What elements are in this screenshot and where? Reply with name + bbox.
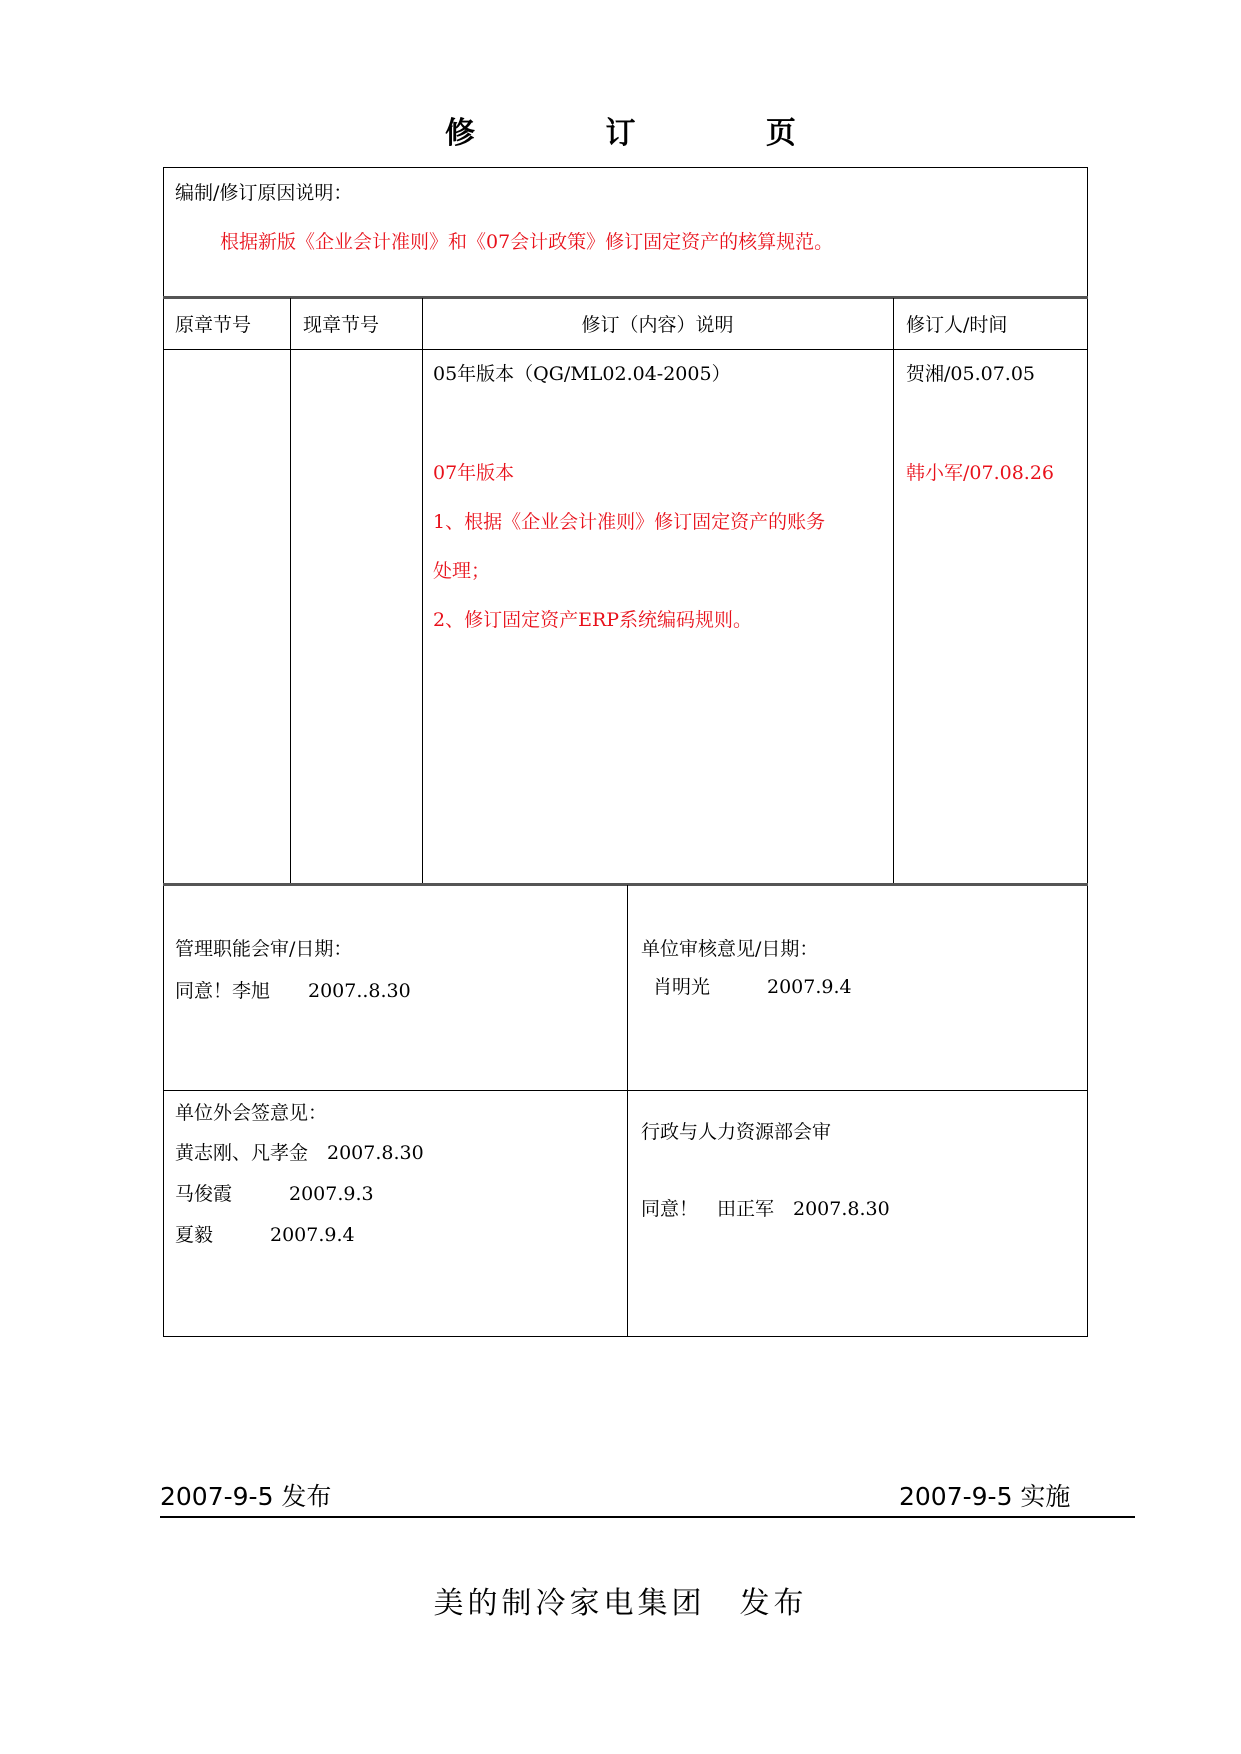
table-left-border [163, 167, 164, 1337]
external-signoff-line-1: 黄志刚、凡孝金 2007.8.30 [175, 1142, 424, 1164]
reason-label: 编制/修订原因说明： [175, 182, 353, 204]
reviser-2: 韩小军/07.08.26 [906, 462, 1055, 484]
unit-review-label: 单位审核意见/日期： [641, 938, 819, 960]
header-separator [163, 349, 1088, 350]
col-divider-2 [422, 298, 423, 883]
content-line-2007: 07年版本 [433, 462, 515, 484]
approvals-divider [627, 885, 628, 1336]
content-item-1: 1、根据《企业会计准则》修订固定资产的账务 [433, 511, 826, 533]
reason-separator [163, 296, 1088, 299]
publisher: 美的制冷家电集团 发布 [433, 1586, 808, 1621]
footer-rule [160, 1516, 1135, 1518]
table-right-border [1087, 167, 1088, 1337]
mgmt-review-line: 同意！李旭 2007..8.30 [175, 980, 411, 1002]
mgmt-review-label: 管理职能会审/日期： [175, 938, 353, 960]
external-signoff-line-2: 马俊霞 2007.9.3 [175, 1183, 374, 1205]
content-line-2005: 05年版本（QG/ML02.04-2005） [433, 363, 731, 385]
publish-date: 2007-9-5 发布 [160, 1482, 332, 1511]
col-divider-1 [290, 298, 291, 883]
content-separator [163, 883, 1088, 886]
table-top-border [163, 167, 1088, 168]
header-current-section: 现章节号 [303, 314, 380, 336]
header-reviser-time: 修订人/时间 [906, 314, 1008, 336]
approvals-separator [163, 1090, 1088, 1091]
header-revision-content: 修订（内容）说明 [581, 314, 734, 336]
col-divider-3 [893, 298, 894, 883]
hr-review-label: 行政与人力资源部会审 [641, 1121, 832, 1143]
page-title: 修 订 页 [445, 116, 856, 151]
content-item-2: 2、修订固定资产ERP系统编码规则。 [433, 609, 753, 631]
reviser-1: 贺湘/05.07.05 [906, 363, 1036, 385]
implement-date: 2007-9-5 实施 [899, 1482, 1071, 1511]
table-bottom-border [163, 1336, 1088, 1337]
content-item-1-cont: 处理； [433, 560, 491, 582]
hr-review-line: 同意！ 田正军 2007.8.30 [641, 1198, 890, 1220]
unit-review-line: 肖明光 2007.9.4 [653, 976, 852, 998]
external-signoff-label: 单位外会签意见： [175, 1102, 328, 1124]
header-original-section: 原章节号 [175, 314, 252, 336]
external-signoff-line-3: 夏毅 2007.9.4 [175, 1224, 355, 1246]
reason-text: 根据新版《企业会计准则》和《07会计政策》修订固定资产的核算规范。 [220, 231, 834, 253]
